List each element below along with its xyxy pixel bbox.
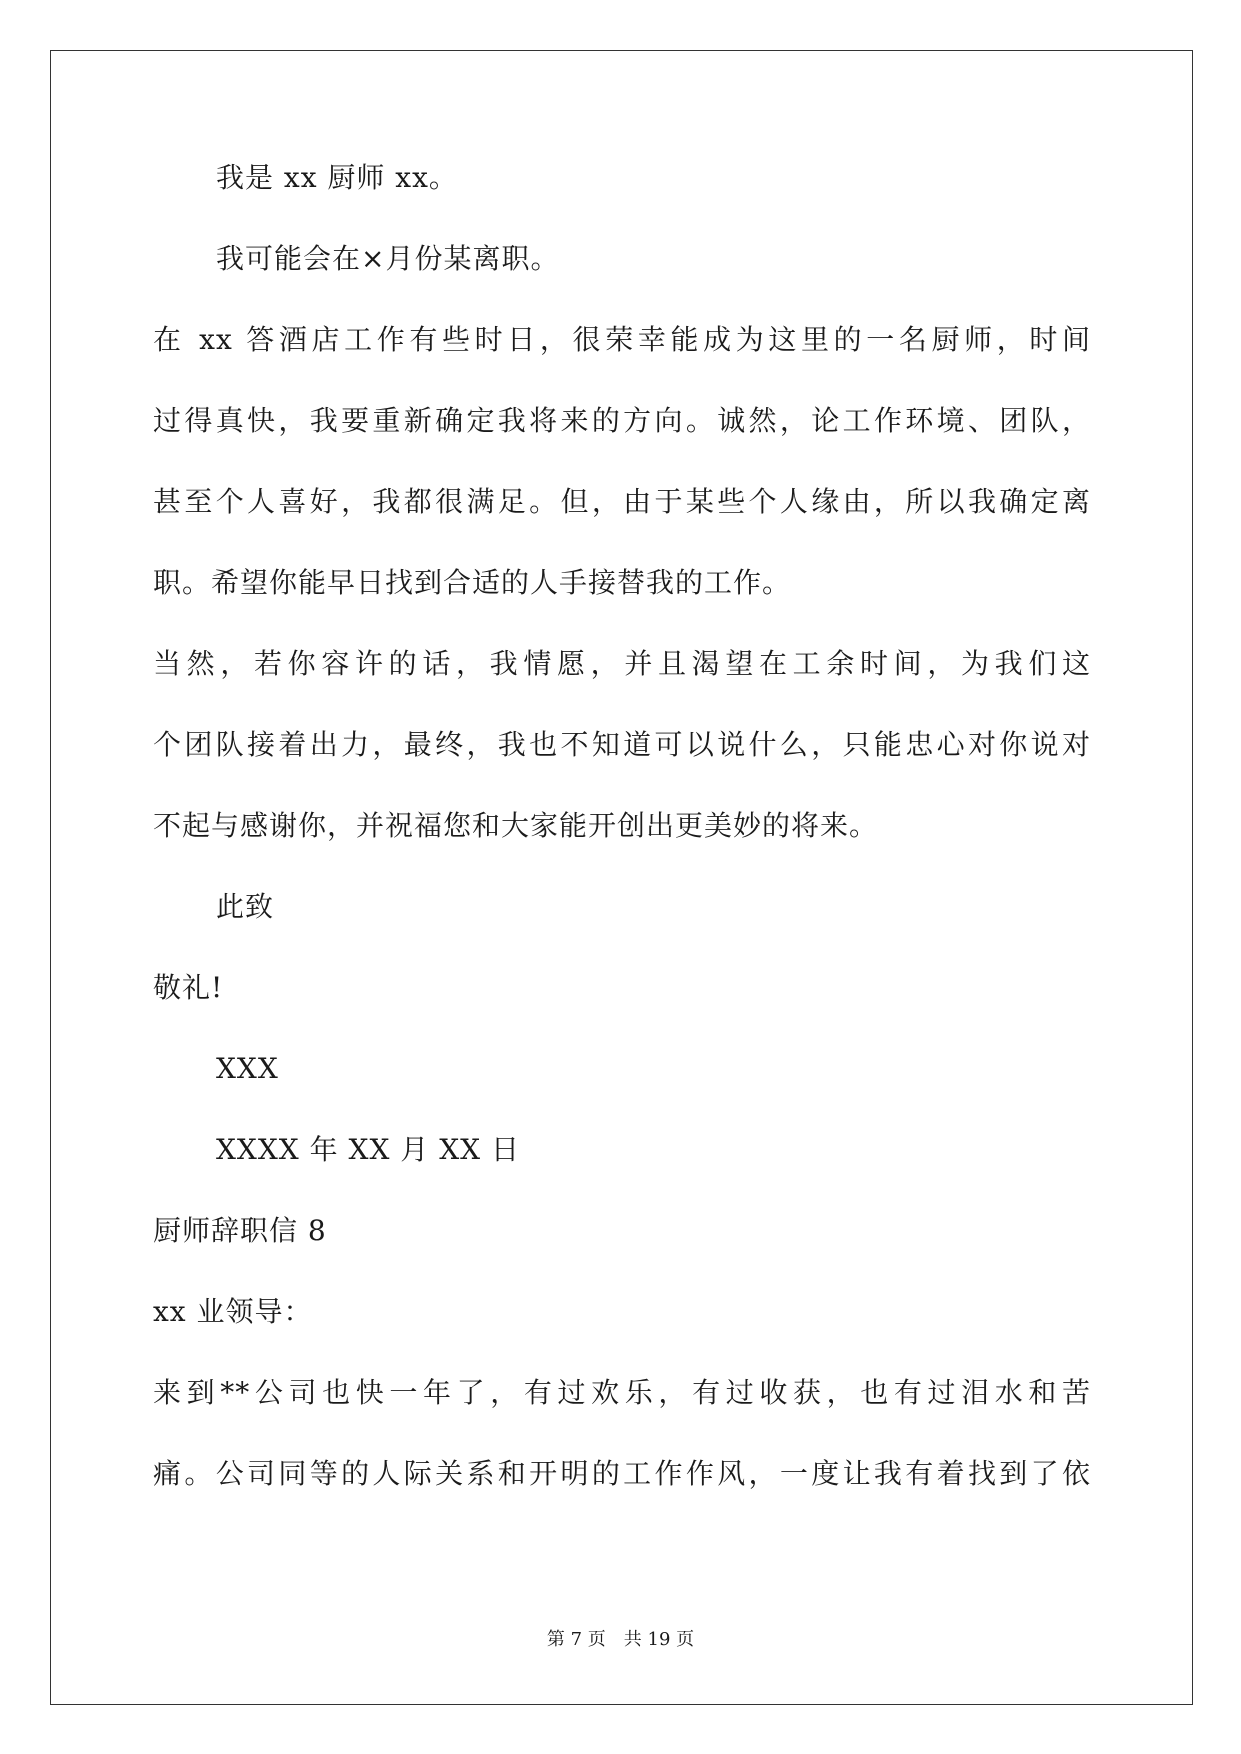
letter-greeting: xx 业领导： [153,1295,313,1328]
paragraph-line: 甚至个人喜好，我都很满足。但，由于某些个人缘由，所以我确定离 [153,485,1091,518]
signature-name: XXX [216,1052,279,1085]
closing-salutation: 此致 [216,890,275,923]
paragraph-line: 痛。公司同等的人际关系和开明的工作作风，一度让我有着找到了依 [153,1457,1091,1490]
paragraph-line: 在 xx 答酒店工作有些时日，很荣幸能成为这里的一名厨师，时间 [153,323,1091,356]
section-title: 厨师辞职信 8 [153,1214,327,1247]
paragraph-line: 我是 xx 厨师 xx。 [216,161,458,194]
paragraph-line: 个团队接着出力，最终，我也不知道可以说什么，只能忠心对你说对 [153,728,1091,761]
paragraph-line: 过得真快，我要重新确定我将来的方向。诚然，论工作环境、团队， [153,404,1091,437]
page-number-footer: 第 7 页 共 19 页 [546,1629,695,1650]
signature-date: XXXX 年 XX 月 XX 日 [216,1133,520,1166]
paragraph-line: 来到**公司也快一年了，有过欢乐，有过收获，也有过泪水和苦 [153,1376,1091,1409]
closing-regards: 敬礼! [153,971,224,1004]
paragraph-line: 当然，若你容许的话，我情愿，并且渴望在工余时间，为我们这 [153,647,1091,680]
paragraph-line: 职。希望你能早日找到合适的人手接替我的工作。 [153,566,792,599]
paragraph-line: 我可能会在×月份某离职。 [216,242,560,275]
paragraph-line: 不起与感谢你，并祝福您和大家能开创出更美妙的将来。 [153,809,879,842]
